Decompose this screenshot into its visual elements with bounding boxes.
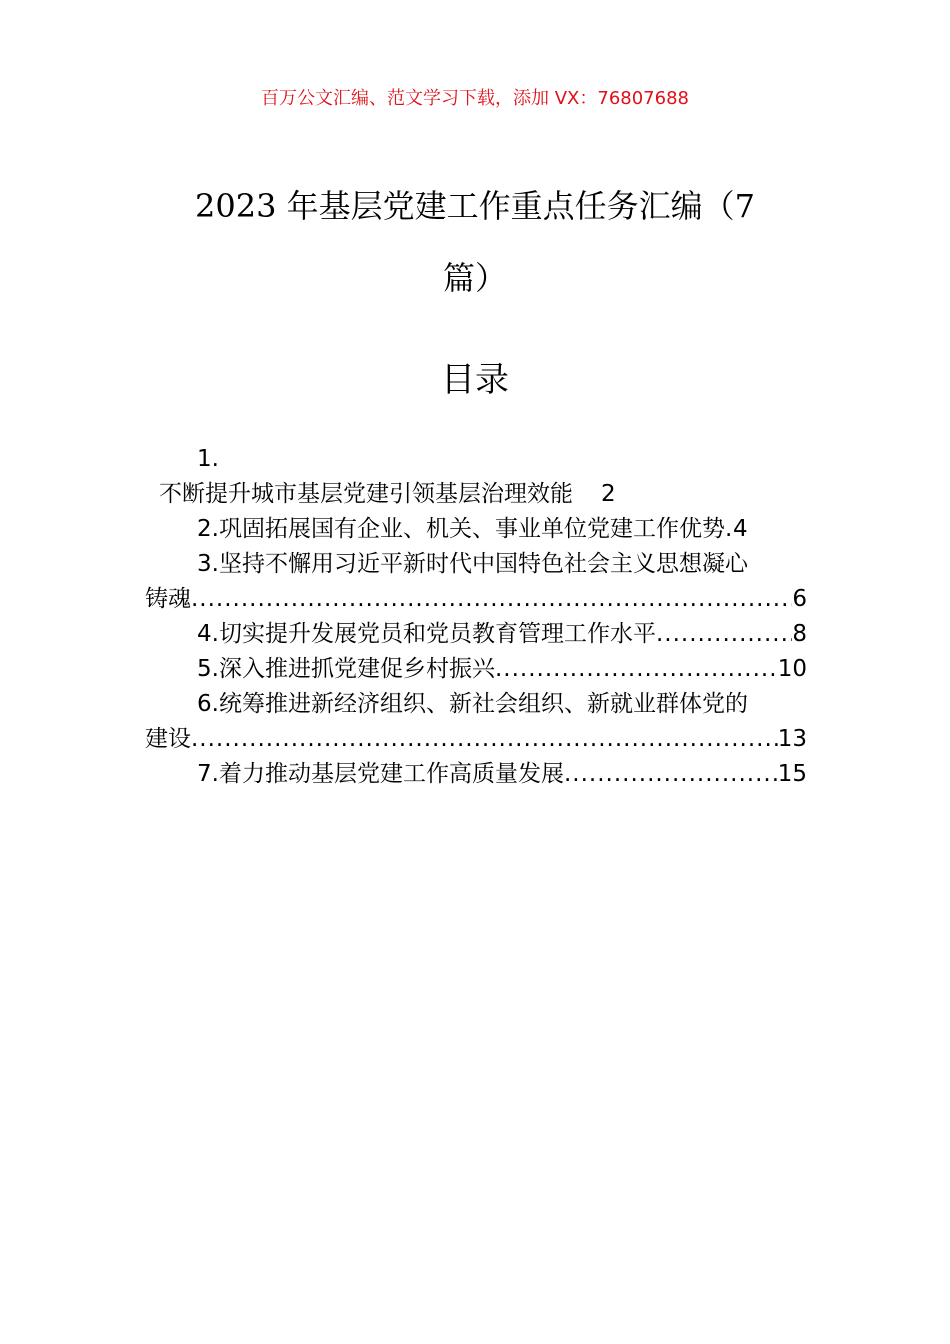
toc-entry-page: 6 (792, 586, 807, 612)
toc-entry-page: 13 (777, 726, 807, 752)
toc-entry-title-line1: 统筹推进新经济组织、新社会组织、新就业群体党的 (218, 691, 748, 717)
toc-entry-number: 2. (197, 516, 219, 542)
toc-entry-page: 4 (732, 516, 748, 542)
toc-leader-dots (495, 652, 778, 687)
toc-entry[interactable] (145, 652, 807, 687)
toc-entry-number: 5. (197, 656, 219, 682)
toc-entry-title-line2: 建设 (145, 726, 191, 752)
toc-entry-page: 15 (777, 761, 807, 787)
toc-leader-dots (191, 582, 792, 617)
toc-entry-page: 10 (777, 656, 807, 682)
toc-entry-title: 切实提升发展党员和党员教育管理工作水平 (218, 621, 656, 647)
toc-entry-title-line2: 铸魂 (145, 586, 191, 612)
toc-entry-title: 深入推进抓党建促乡村振兴 (218, 656, 495, 682)
toc-entry-number: 6. (197, 691, 219, 717)
toc-entry-title: 巩固拓展国有企业、机关、事业单位党建工作优势 (218, 516, 725, 542)
toc-entry-title-line1: 坚持不懈用习近平新时代中国特色社会主义思想凝心 (218, 551, 748, 577)
toc-entry-title: 不断提升城市基层党建引领基层治理效能 (159, 481, 573, 507)
toc-leader-dots (191, 722, 778, 757)
toc-entry[interactable] (145, 512, 807, 547)
table-of-contents (145, 442, 807, 792)
header-note: 百万公文汇编、范文学习下载，添加 VX：76807688 (261, 88, 689, 109)
document-title: 2023 年基层党建工作重点任务汇编（7 篇） (195, 187, 755, 297)
toc-leader-dots (656, 617, 792, 652)
toc-entry-number: 4. (197, 621, 219, 647)
toc-entry-number: 7. (197, 761, 219, 787)
toc-heading: 目录 (441, 360, 509, 400)
toc-entry-number: 1. (197, 446, 219, 472)
toc-entry-number: 3. (197, 551, 219, 577)
toc-entry[interactable] (145, 547, 807, 617)
toc-entry[interactable] (145, 442, 807, 512)
toc-entry-page: 2 (601, 481, 616, 507)
toc-entry-page: 8 (792, 621, 807, 647)
toc-entry-title: 着力推动基层党建工作高质量发展 (218, 761, 564, 787)
toc-leader-dots (564, 757, 778, 792)
toc-entry[interactable] (145, 617, 807, 652)
toc-entry[interactable] (145, 687, 807, 757)
toc-entry[interactable] (145, 757, 807, 792)
